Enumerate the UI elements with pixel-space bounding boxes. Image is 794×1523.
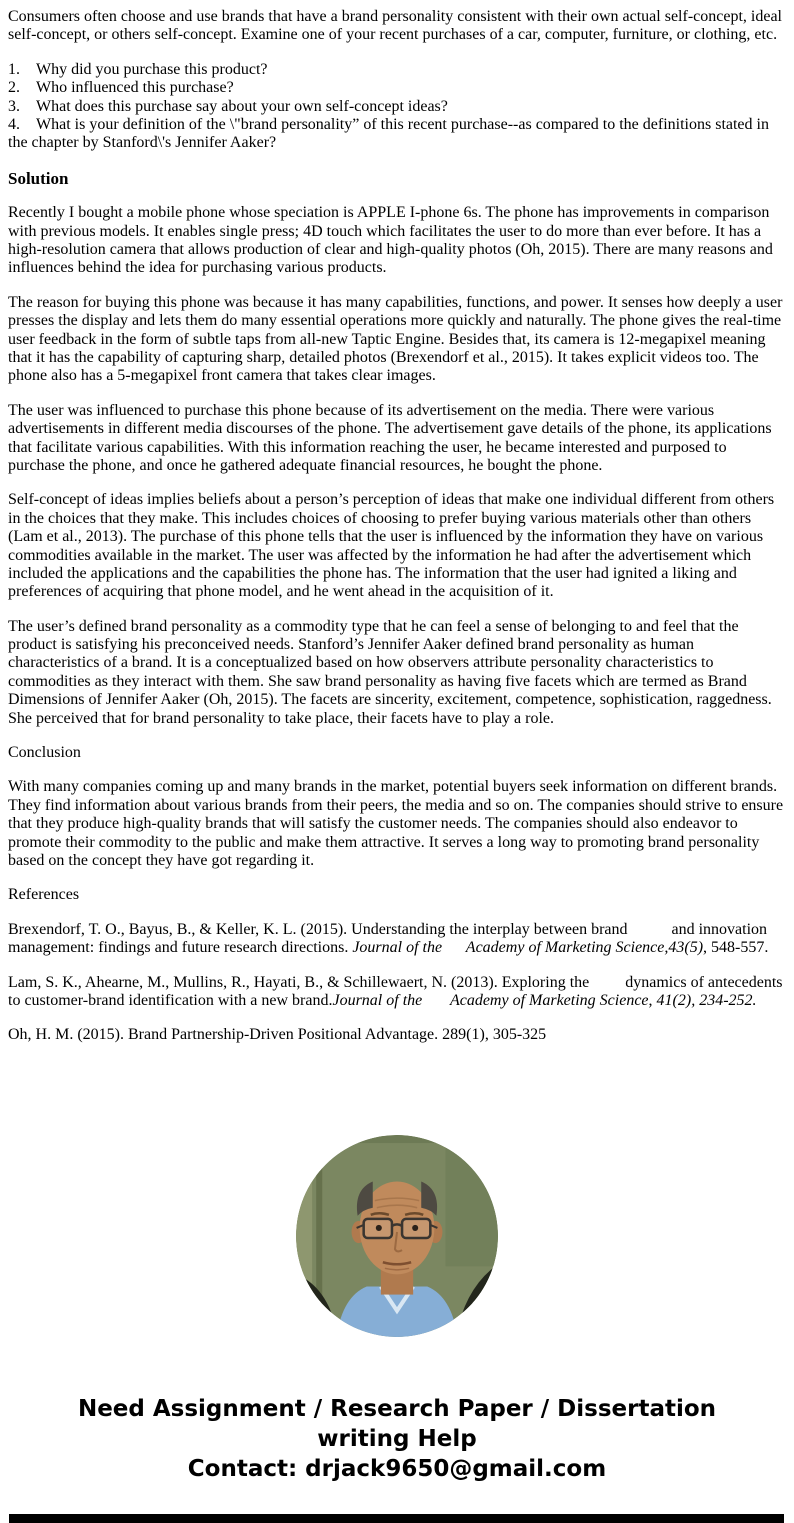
question-number: 3.: [8, 97, 20, 115]
solution-heading: Solution: [8, 168, 69, 188]
question-text: Who influenced this purchase?: [36, 79, 234, 97]
question-list: [8, 61, 786, 153]
question-text: What does this purchase say about your own self-concept ideas?: [36, 97, 448, 115]
reference-entry-2: [8, 974, 786, 1011]
tutor-photo: [296, 1135, 498, 1337]
references-label: References: [8, 886, 80, 904]
question-item-3: [8, 98, 786, 116]
reference-text: , 548-557.: [703, 939, 769, 957]
solution-paragraph-2: The reason for buying this phone was because it has many capabilities, functions, and power. It senses how deeply a user presses the display and lets them do many essential operations more quickly and naturally. The phone gives the real-time user feedback in the form of subtle taps from all-new Taptic Engine. Besides that, its camera is 12-megapixel meaning that it has the capability of capturing sharp, detailed photos (Brexendorf et al., 2015). It takes explicit videos too. The phone also has a 5-megapixel front camera that takes clear images.: [8, 293, 783, 385]
question-text: What is your definition of the \"brand personality” of this recent purchase--as compared to the definitions stated in the chapter by Stanford\'s Jennifer Aaker?: [8, 115, 769, 152]
question-item-4: [8, 116, 786, 153]
conclusion-paragraph: With many companies coming up and many brands in the market, potential buyers seek information on different brands. They find information about various brands from their peers, the media and so on. The companies should strive to ensure that they produce high-quality brands that will satisfy the customer needs. The companies should also endeavor to promote their commodity to the public and make them attractive. It serves a long way to promoting brand personality based on the concept they have got regarding it.: [8, 778, 784, 869]
conclusion-label: Conclusion: [8, 744, 81, 762]
reference-text: ,: [648, 991, 657, 1009]
solution-paragraph-3: The user was influenced to purchase this phone because of its advertisement on the media. There were various advertisements in different media discourses of the phone. The advertisement gave details of the phone, its applications that facilitate various capabilities. With this information reaching the user, he became interested and purposed to purchase the phone, and once he gathered adequate financial resources, he bought the phone.: [8, 401, 772, 474]
bottom-black-bar: [9, 1514, 784, 1523]
reference-issue: ,43(5): [664, 939, 704, 957]
question-number: 1.: [8, 60, 20, 78]
footer-line-2: writing Help: [317, 1425, 477, 1452]
solution-paragraph-1: Recently I bought a mobile phone whose speciation is APPLE I-phone 6s. The phone has improvements in comparison with previous models. It enables single press; 4D touch which facilitates the user to do more than ever before. It has a high-resolution camera that allows production of clear and high-quality photos (Oh, 2015). There are many reasons and influences behind the idea for purchasing various products.: [8, 204, 773, 277]
question-item-2: [8, 79, 786, 97]
footer-line-1: Need Assignment / Research Paper / Dissertation: [77, 1395, 717, 1422]
footer-banner: [8, 1394, 786, 1484]
reference-entry-1: [8, 921, 786, 958]
intro-paragraph: Consumers often choose and use brands that have a brand personality consistent with their own actual self-concept, ideal self-concept, or others self-concept. Examine one of your recent purchases of a car, computer, furniture, or clothing, etc.: [8, 8, 782, 44]
reference-journal: Journal of the Academy of Marketing Science: [332, 991, 649, 1009]
question-text: Why did you purchase this product?: [36, 60, 268, 78]
reference-text: Lam, S. K., Ahearne, M., Mullins, R., Hayati, B., & Schillewaert, N. (2013). Exploring the dynamics of antecedents to customer-brand identification with a new brand.: [8, 973, 787, 1009]
reference-text: Oh, H. M. (2015). Brand Partnership-Driven Positional Advantage. 289(1), 305-325: [8, 1026, 547, 1044]
reference-entry-3: [8, 1026, 786, 1044]
reference-journal: Journal of the Academy of Marketing Science: [352, 939, 665, 957]
question-number: 4.: [8, 115, 20, 133]
reference-issue: 41(2), 234-252.: [656, 991, 757, 1009]
question-number: 2.: [8, 79, 20, 97]
avatar-section: [8, 1135, 786, 1342]
solution-paragraph-4: Self-concept of ideas implies beliefs about a person’s perception of ideas that make one individual different from others in the choices that they make. This includes choices of choosing to prefer buying various materials other than others (Lam et al., 2013). The purchase of this phone tells that the user is influenced by the information they have on various commodities available in the market. The user was affected by the information he had after the advertisement which included the applications and the capabilities the phone has. The information that the user had ignited a liking and preferences of acquiring that phone model, and he went ahead in the acquisition of it.: [8, 491, 775, 601]
reference-text: Brexendorf, T. O., Bayus, B., & Keller, K. L. (2015). Understanding the interplay between brand and innovation management: findings and future research directions.: [8, 920, 772, 957]
footer-contact: Contact: drjack9650@gmail.com: [187, 1455, 607, 1482]
solution-paragraph-5: The user’s defined brand personality as a commodity type that he can feel a sense of belonging to and feel that the product is satisfying his preconceived needs. Stanford’s Jennifer Aaker defined brand personality as human characteristics of a brand. It is a conceptualized based on how observers attribute personality characteristics to commodities as they interact with them. She saw brand personality as having five facets which are termed as Brand Dimensions of Jennifer Aaker (Oh, 2015). The facets are sincerity, excitement, competence, sophistication, raggedness. She perceived that for brand personality to take place, their facets have to play a role.: [8, 617, 772, 727]
question-item-1: [8, 61, 786, 79]
